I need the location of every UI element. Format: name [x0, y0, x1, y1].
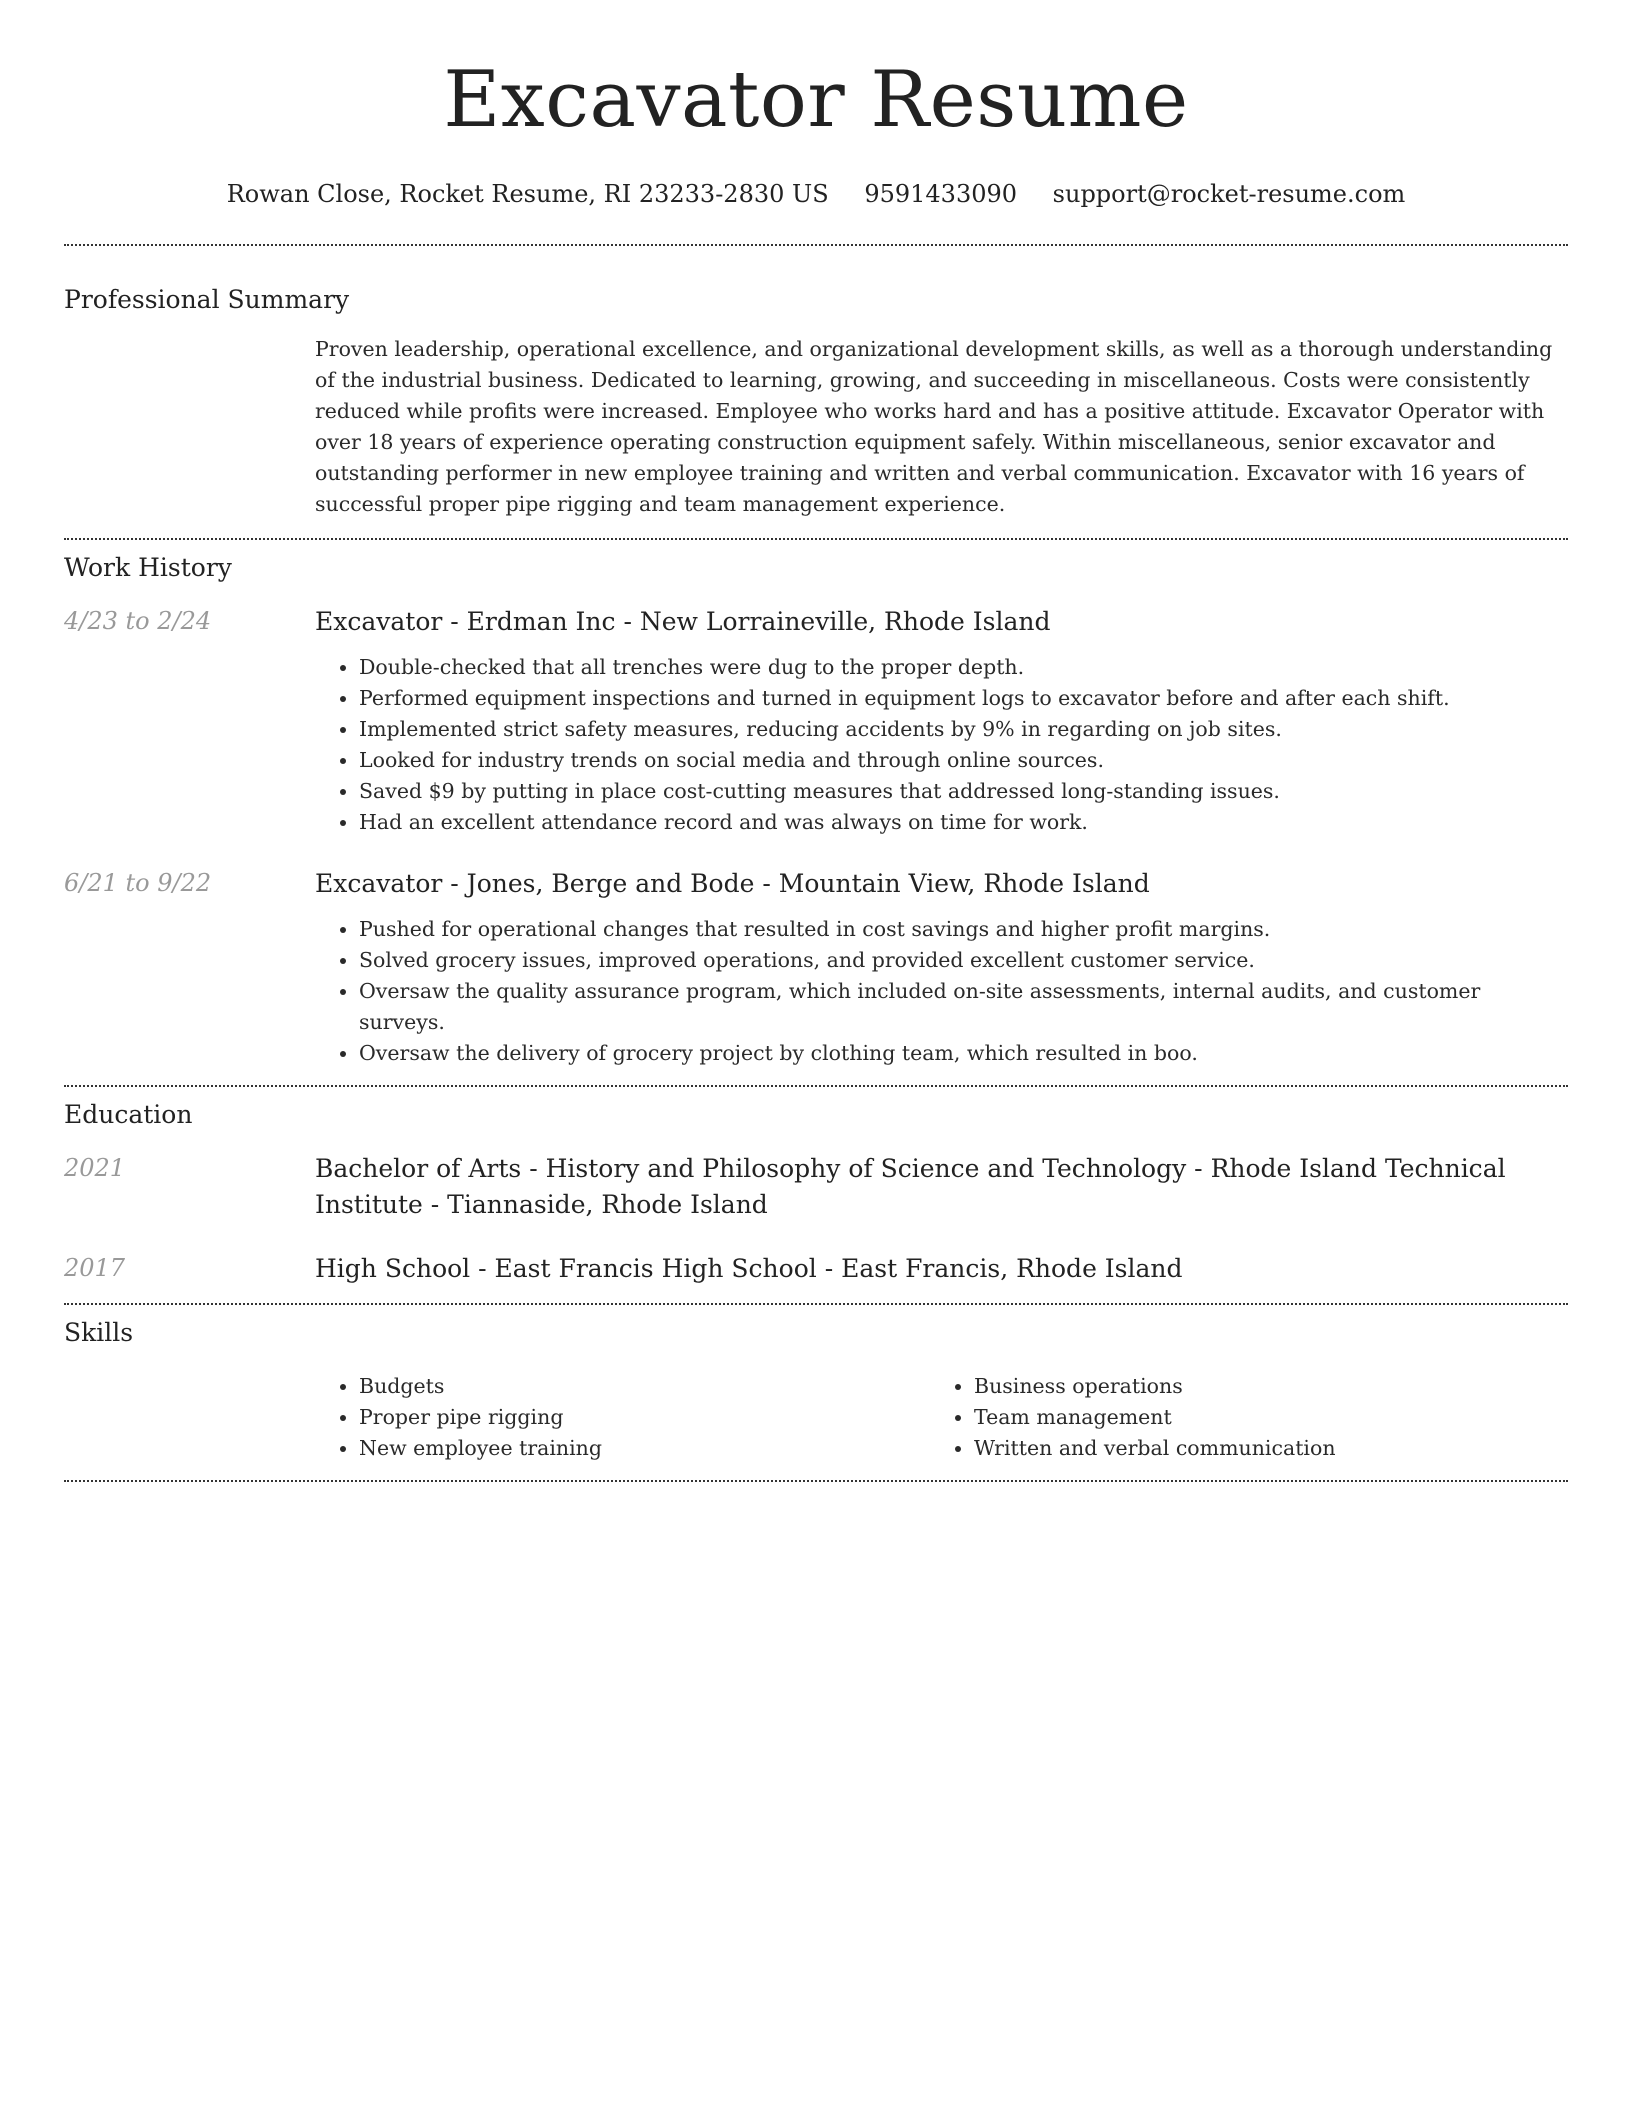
- list-item: • Oversaw the delivery of grocery project by clothing team, which resulted in boo.: [359, 1038, 1568, 1069]
- contact-phone: 9591433090: [864, 180, 1018, 208]
- list-item: • Performed equipment inspections and turned in equipment logs to excavator before and after each shift.: [359, 683, 1568, 714]
- education-year: 2017: [64, 1254, 126, 1282]
- job-entry: [64, 604, 1568, 838]
- job-entry: [64, 866, 1568, 1069]
- section-title-education: Education: [64, 1100, 193, 1129]
- skills-grid: [315, 1371, 1568, 1464]
- list-item: • Double-checked that all trenches were dug to the proper depth.: [359, 652, 1568, 683]
- list-item: • Written and verbal communication: [974, 1433, 1545, 1464]
- education-text: High School - East Francis High School - East Francis, Rhode Island: [315, 1254, 1183, 1283]
- job-dates: 6/21 to 9/22: [64, 869, 212, 897]
- summary-text: Proven leadership, operational excellence, and organizational development skills, as well as a thorough understanding of the industrial business. Dedicated to learning, growing, and succeeding in miscellaneous. Costs were consistently reduced while profits were increased. Employee who works hard and has a positive attitude. Excavator Operator with over 18 years of experience operating construction equipment safely. Within miscellaneous, senior excavator and outstanding performer in new employee training and written and verbal communication. Excavator with 16 years of successful proper pipe rigging and team management experience.: [315, 337, 1553, 516]
- job-bullets: [315, 652, 1568, 838]
- summary-row: [64, 334, 1568, 520]
- education-entry: [64, 1251, 1568, 1287]
- summary-spacer: [64, 334, 315, 520]
- list-item: • Proper pipe rigging: [359, 1402, 930, 1433]
- list-item: • Team management: [974, 1402, 1545, 1433]
- list-item: • Pushed for operational changes that resulted in cost savings and higher profit margins.: [359, 914, 1568, 945]
- job-content: [315, 866, 1568, 1069]
- education-content: [315, 1151, 1568, 1223]
- education-entry: [64, 1151, 1568, 1223]
- list-item: • Oversaw the quality assurance program, which included on-site assessments, internal audits, and customer surveys.: [359, 976, 1568, 1038]
- list-item: • Business operations: [974, 1371, 1545, 1402]
- job-title: Excavator - Jones, Berge and Bode - Mountain View, Rhode Island: [315, 869, 1150, 898]
- education-text: Bachelor of Arts - History and Philosophy of Science and Technology - Rhode Island Technical Institute - Tiannaside, Rhode Island: [315, 1154, 1506, 1219]
- list-item: • Had an excellent attendance record and was always on time for work.: [359, 807, 1568, 838]
- education-year: 2021: [64, 1154, 126, 1182]
- skills-spacer: [64, 1371, 315, 1464]
- list-item: • Saved $9 by putting in place cost-cutting measures that addressed long-standing issues.: [359, 776, 1568, 807]
- section-title-summary: Professional Summary: [64, 285, 350, 314]
- list-item: • Looked for industry trends on social media and through online sources.: [359, 745, 1568, 776]
- job-title: Excavator - Erdman Inc - New Lorraineville, Rhode Island: [315, 607, 1051, 636]
- job-bullets: [315, 914, 1568, 1069]
- section-title-work-history: Work History: [64, 553, 232, 582]
- section-title-skills: Skills: [64, 1318, 134, 1347]
- contact-line: [64, 178, 1568, 210]
- skills-list-right: [930, 1371, 1545, 1464]
- skills-row: [64, 1371, 1568, 1464]
- divider: [64, 1085, 1568, 1087]
- contact-email: support@rocket-resume.com: [1052, 180, 1406, 208]
- divider: [64, 1480, 1568, 1482]
- contact-address: Rowan Close, Rocket Resume, RI 23233-2830 US: [226, 180, 829, 208]
- list-item: • Implemented strict safety measures, reducing accidents by 9% in regarding on job sites.: [359, 714, 1568, 745]
- divider: [64, 1303, 1568, 1305]
- summary-content: [315, 334, 1568, 520]
- list-item: • Budgets: [359, 1371, 930, 1402]
- job-dates: 4/23 to 2/24: [64, 607, 212, 635]
- skills-list-left: [315, 1371, 930, 1464]
- list-item: • New employee training: [359, 1433, 930, 1464]
- divider: [64, 538, 1568, 540]
- job-content: [315, 604, 1568, 838]
- resume-title: Excavator Resume: [443, 55, 1189, 145]
- education-content: [315, 1251, 1568, 1287]
- divider: [64, 244, 1568, 246]
- list-item: • Solved grocery issues, improved operations, and provided excellent customer service.: [359, 945, 1568, 976]
